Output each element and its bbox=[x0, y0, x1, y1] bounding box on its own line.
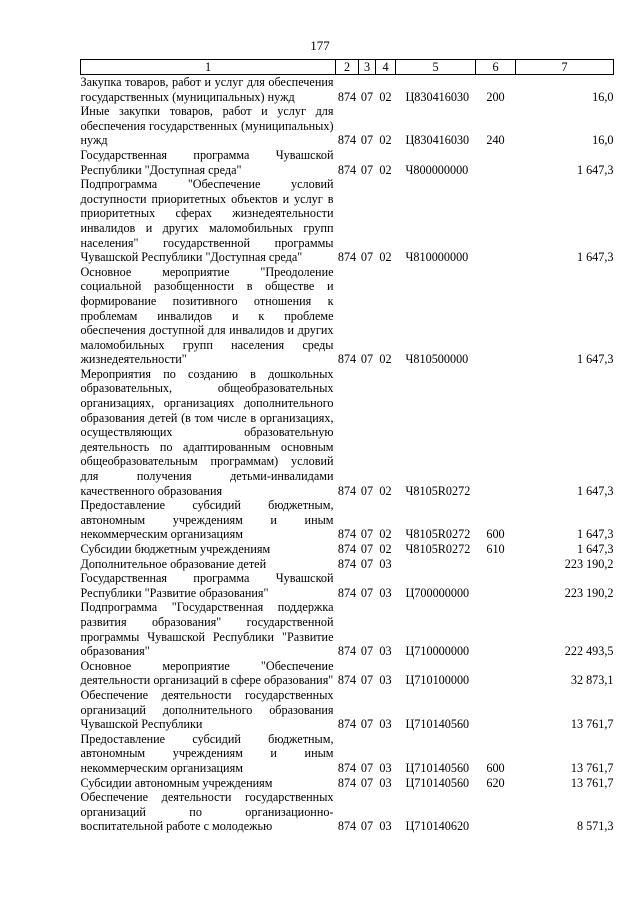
row-pr: 03 bbox=[379, 819, 392, 834]
col-header-2: 2 bbox=[336, 60, 359, 75]
row-csr: Ц830416030 bbox=[405, 133, 470, 148]
col-header-7: 7 bbox=[516, 60, 614, 75]
row-name: Государственная программа Чувашской Республики "Доступная среда" bbox=[80, 147, 334, 177]
row-name: Закупка товаров, работ и услуг для обеспечения государственных (муниципальных) нужд bbox=[80, 75, 334, 104]
table-row bbox=[81, 776, 614, 791]
row-sum: 223 190,2 bbox=[564, 556, 614, 571]
budget-table bbox=[80, 59, 614, 834]
col-header-4: 4 bbox=[376, 60, 396, 75]
table-row bbox=[81, 265, 614, 367]
row-vr bbox=[476, 265, 516, 367]
row-gr: 874 bbox=[337, 819, 357, 834]
table-row bbox=[81, 732, 614, 776]
row-gr: 874 bbox=[337, 644, 357, 659]
row-vr bbox=[476, 148, 516, 177]
row-gr: 874 bbox=[337, 483, 357, 498]
row-gr: 874 bbox=[337, 556, 357, 571]
row-vr: 600 bbox=[486, 527, 505, 542]
row-gr: 874 bbox=[337, 760, 357, 775]
table-row bbox=[81, 790, 614, 834]
row-pr: 03 bbox=[379, 717, 392, 732]
row-rz: 07 bbox=[360, 673, 374, 688]
row-csr: Ч8105R0272 bbox=[405, 483, 471, 498]
row-csr: Ц710100000 bbox=[405, 673, 470, 688]
row-vr bbox=[476, 571, 516, 600]
row-gr: 874 bbox=[337, 89, 357, 104]
row-pr: 02 bbox=[379, 133, 392, 148]
row-sum: 16,0 bbox=[592, 89, 614, 104]
row-gr: 874 bbox=[337, 250, 357, 265]
row-sum: 1 647,3 bbox=[576, 352, 614, 367]
row-rz: 07 bbox=[360, 89, 374, 104]
row-rz: 07 bbox=[360, 162, 374, 177]
row-csr: Ц710140560 bbox=[405, 760, 470, 775]
row-sum: 8 571,3 bbox=[576, 819, 614, 834]
row-name: Мероприятия по созданию в дошкольных образовательных, общеобразовательных организациях, организациях дополнительного образования детей (в том числе в организациях, осуществляющих образовательную деятельность по адаптированным основным общеобразовательным программам) условий для получения детьми-инвалидами качественного образования bbox=[80, 366, 334, 498]
row-sum: 1 647,3 bbox=[576, 483, 614, 498]
row-name: Подпрограмма "Обеспечение условий доступности приоритетных объектов и услуг в приоритетных сферах жизнедеятельности инвалидов и других маломобильных групп населения" государственной программы Чувашской Республики "Доступная среда" bbox=[80, 177, 334, 265]
row-gr: 874 bbox=[337, 352, 357, 367]
table-row bbox=[81, 688, 614, 732]
row-rz: 07 bbox=[360, 352, 374, 367]
row-name: Иные закупки товаров, работ и услуг для обеспечения государственных (муниципальных) нужд bbox=[80, 104, 334, 148]
table-row bbox=[81, 148, 614, 177]
row-name: Субсидии бюджетным учреждениям bbox=[80, 542, 271, 556]
page-number: 177 bbox=[310, 38, 330, 53]
table-row bbox=[81, 75, 614, 105]
table-row bbox=[81, 177, 614, 265]
row-vr bbox=[476, 688, 516, 732]
row-pr: 02 bbox=[379, 250, 392, 265]
table-row bbox=[81, 557, 614, 572]
table-row bbox=[81, 498, 614, 542]
row-gr: 874 bbox=[337, 673, 357, 688]
header-row bbox=[81, 60, 614, 75]
row-vr: 200 bbox=[486, 89, 505, 104]
row-vr: 600 bbox=[486, 760, 505, 775]
row-gr: 874 bbox=[337, 717, 357, 732]
row-pr: 03 bbox=[379, 556, 392, 571]
row-name: Дополнительное образование детей bbox=[80, 556, 267, 571]
row-pr: 03 bbox=[379, 673, 392, 688]
row-pr: 02 bbox=[379, 352, 392, 367]
row-rz: 07 bbox=[360, 760, 374, 775]
row-pr: 03 bbox=[379, 585, 392, 600]
row-sum: 32 873,1 bbox=[570, 673, 614, 688]
row-name: Подпрограмма "Государственная поддержка развития образования" государственной программы Чувашской Республики "Развитие образования" bbox=[80, 600, 334, 659]
row-pr: 03 bbox=[379, 644, 392, 659]
row-vr bbox=[476, 367, 516, 498]
row-sum: 13 761,7 bbox=[570, 760, 614, 775]
row-vr: 610 bbox=[486, 542, 505, 556]
row-rz: 07 bbox=[360, 644, 374, 659]
row-gr: 874 bbox=[337, 775, 357, 790]
row-csr: Ц710000000 bbox=[405, 644, 470, 659]
row-rz: 07 bbox=[360, 250, 374, 265]
table-row bbox=[81, 542, 614, 557]
row-csr: Ч800000000 bbox=[405, 162, 469, 177]
row-gr: 874 bbox=[337, 527, 357, 542]
row-vr bbox=[476, 659, 516, 688]
table-row bbox=[81, 104, 614, 148]
row-name: Основное мероприятие "Обеспечение деятельности организаций в сфере образования" bbox=[80, 658, 334, 688]
table-row bbox=[81, 600, 614, 658]
row-sum: 1 647,3 bbox=[576, 542, 614, 556]
row-sum: 13 761,7 bbox=[570, 717, 614, 732]
row-vr: 620 bbox=[486, 775, 505, 790]
row-vr bbox=[476, 600, 516, 658]
table-row bbox=[81, 659, 614, 688]
row-name: Государственная программа Чувашской Республики "Развитие образования" bbox=[80, 571, 334, 600]
row-vr bbox=[476, 177, 516, 265]
row-rz: 07 bbox=[360, 819, 374, 834]
row-csr: Ц700000000 bbox=[405, 585, 470, 600]
row-pr: 03 bbox=[379, 760, 392, 775]
row-sum: 1 647,3 bbox=[576, 250, 614, 265]
row-pr: 02 bbox=[379, 527, 392, 542]
row-gr: 874 bbox=[337, 133, 357, 148]
row-pr: 02 bbox=[379, 483, 392, 498]
col-header-1: 1 bbox=[81, 60, 336, 75]
row-csr: Ц710140560 bbox=[405, 717, 470, 732]
row-csr: Ч810500000 bbox=[405, 352, 469, 367]
row-sum: 16,0 bbox=[592, 133, 614, 148]
row-rz: 07 bbox=[360, 542, 374, 556]
row-name: Основное мероприятие "Преодоление социальной разобщенности в обществе и формирование позитивного отношения к проблемам инвалидов и к проблеме обеспечения доступной для инвалидов и других маломобильных групп населения среды жизнедеятельности" bbox=[80, 264, 334, 367]
row-rz: 07 bbox=[360, 483, 374, 498]
col-header-6: 6 bbox=[476, 60, 516, 75]
row-pr: 02 bbox=[379, 89, 392, 104]
row-name: Обеспечение деятельности государственных организаций дополнительного образования Чувашской Республики bbox=[80, 687, 334, 732]
row-vr bbox=[476, 790, 516, 834]
row-csr: Ц710140560 bbox=[405, 775, 470, 790]
row-csr: Ц830416030 bbox=[405, 89, 470, 104]
row-rz: 07 bbox=[360, 133, 374, 148]
row-sum: 223 190,2 bbox=[564, 585, 614, 600]
row-pr: 02 bbox=[379, 162, 392, 177]
row-pr: 03 bbox=[379, 775, 392, 790]
row-csr: Ч8105R0272 bbox=[405, 542, 471, 556]
row-sum: 1 647,3 bbox=[576, 162, 614, 177]
row-sum: 13 761,7 bbox=[570, 775, 614, 790]
table-row bbox=[81, 367, 614, 498]
row-gr: 874 bbox=[337, 585, 357, 600]
row-name: Обеспечение деятельности государственных организаций по организационно-воспитательной работе с молодежью bbox=[80, 790, 334, 834]
row-rz: 07 bbox=[360, 527, 374, 542]
row-vr bbox=[476, 557, 516, 572]
col-header-3: 3 bbox=[359, 60, 376, 75]
row-sum: 1 647,3 bbox=[576, 527, 614, 542]
col-header-5: 5 bbox=[396, 60, 476, 75]
row-csr bbox=[396, 557, 476, 572]
row-rz: 07 bbox=[360, 775, 374, 790]
row-csr: Ц710140620 bbox=[405, 819, 470, 834]
row-gr: 874 bbox=[337, 542, 357, 556]
row-rz: 07 bbox=[360, 585, 374, 600]
row-vr: 240 bbox=[486, 133, 505, 148]
row-sum: 222 493,5 bbox=[564, 644, 614, 659]
row-gr: 874 bbox=[337, 162, 357, 177]
row-name: Предоставление субсидий бюджетным, автономным учреждениям и иным некоммерческим организациям bbox=[80, 498, 334, 542]
table-row bbox=[81, 571, 614, 600]
row-csr: Ч8105R0272 bbox=[405, 527, 471, 542]
row-csr: Ч810000000 bbox=[405, 250, 469, 265]
row-pr: 02 bbox=[379, 542, 392, 556]
row-rz: 07 bbox=[360, 717, 374, 732]
row-name: Субсидии автономным учреждениям bbox=[80, 775, 273, 790]
row-rz: 07 bbox=[360, 556, 374, 571]
row-name: Предоставление субсидий бюджетным, автономным учреждениям и иным некоммерческим организациям bbox=[80, 731, 334, 775]
